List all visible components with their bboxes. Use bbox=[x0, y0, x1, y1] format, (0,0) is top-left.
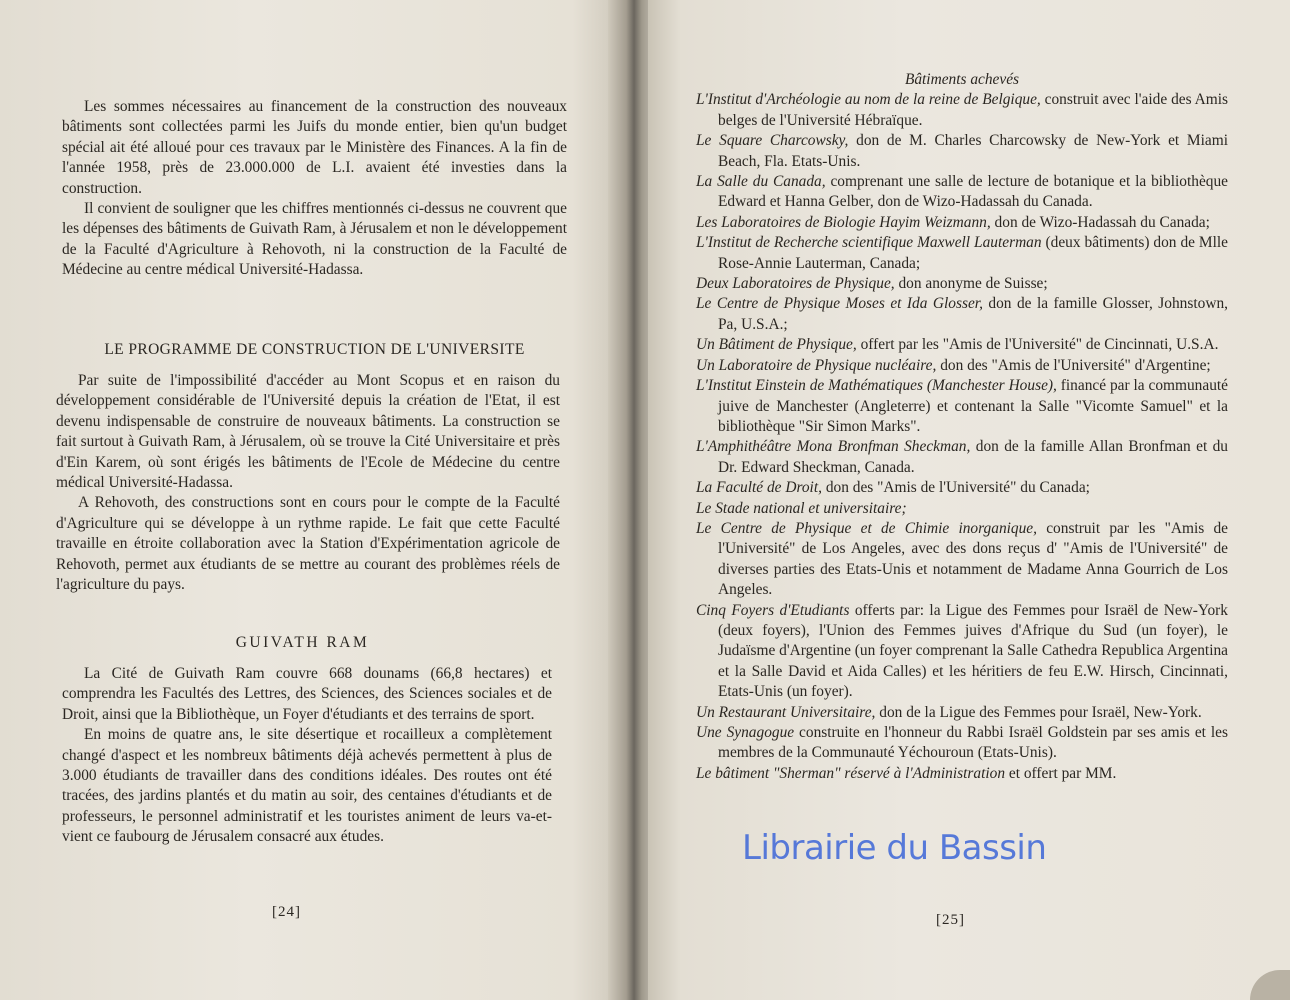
paragraph-rehovoth: A Rehovoth, des constructions sont en cours pour le compte de la Faculté d'Agriculture qui se développe à un rythme rapide. Le fait que cette Faculté travaille en étroite collaboration avec la Station d'Expérimentation agricole de Rehovoth, permet aux étudiants de se mettre au courant des problèmes réels de l'agriculture du pays. bbox=[56, 494, 560, 594]
building-title: Un Laboratoire de Physique nucléaire, bbox=[696, 356, 937, 374]
page-number-left: [24] bbox=[272, 904, 301, 920]
building-description: construit par les "Amis de l'Université" de Los Angeles, avec des dons reçus d' "Amis de l'Université" de diverses parties des Etats-Unis et notamment de Madame Anna Gourrich de Los Angeles. bbox=[718, 519, 1228, 599]
building-description: don de la famille Allan Bronfman et du Dr. Edward Sheckman, Canada. bbox=[718, 438, 1228, 476]
building-entry bbox=[696, 764, 1228, 784]
building-entry bbox=[696, 519, 1228, 601]
building-title: Le Centre de Physique Moses et Ida Glosser, bbox=[696, 295, 983, 313]
building-entry bbox=[696, 356, 1228, 376]
heading-construction-program: LE PROGRAMME DE CONSTRUCTION DE L'UNIVERSITE bbox=[104, 341, 525, 358]
building-entry bbox=[696, 131, 1228, 172]
building-description: don de M. Charles Charcowsky de New-York et Miami Beach, Fla. Etats-Unis. bbox=[718, 132, 1228, 170]
page-number-right: [25] bbox=[936, 912, 965, 928]
building-entry bbox=[696, 294, 1228, 335]
building-title: L'Amphithéâtre Mona Bronfman Sheckman, bbox=[696, 438, 971, 456]
building-description: don des "Amis de l'Université" du Canada; bbox=[821, 479, 1090, 497]
watermark-logo: Librairie du Bassin bbox=[742, 828, 1047, 868]
left-top-text bbox=[62, 97, 567, 281]
building-entry bbox=[696, 335, 1228, 355]
building-title: Cinq Foyers d'Etudiants bbox=[696, 601, 850, 619]
building-entry bbox=[696, 499, 1228, 519]
running-head: Bâtiments achevés bbox=[904, 71, 1020, 88]
paragraph-figures-note: Il convient de souligner que les chiffres mentionnés ci-dessus ne couvrent que les dépenses des bâtiments de Guivath Ram, à Jérusalem et non le développement de la Faculté d'Agriculture à Rehovoth, ni la construction de la Faculté de Médecine au centre médical Université-Hadassa. bbox=[62, 200, 567, 279]
paragraph-financing: Les sommes nécessaires au financement de la construction des nouveaux bâtiments sont collectées parmi les Juifs du monde entier, bien qu'un budget spécial ait été alloué pour ces travaux par le Ministère des Finances. A la fin de l'année 1958, près de 23.000.000 de L.I. avaient été investies dans la construction. bbox=[62, 98, 567, 197]
building-description: don de la Ligue des Femmes pour Israël, New-York. bbox=[875, 703, 1202, 721]
paragraph-mont-scopus: Par suite de l'impossibilité d'accéder au Mont Scopus et en raison du développement considérable de l'Université depuis la création de l'Etat, il est devenu indispensable de construire de nouveaux bâtiments. La construction se fait surtout à Guivath Ram, à Jérusalem, où se trouve la Cité Universitaire et près d'Ein Karem, où sont érigés les bâtiments de l'Ecole de Médecine du centre médical Université-Hadassa. bbox=[56, 372, 560, 492]
building-title: La Faculté de Droit, bbox=[696, 479, 822, 497]
building-description: (deux bâtiments) don de Mlle Rose-Annie Lauterman, Canada; bbox=[718, 234, 1228, 272]
building-title: L'Institut de Recherche scientifique Maxwell Lauterman bbox=[696, 234, 1042, 252]
paragraph-cite-guivath-ram: La Cité de Guivath Ram couvre 668 dounams (66,8 hectares) et comprendra les Facultés des Lettres, des Sciences, des Sciences sociales et de Droit, ainsi que la Bibliothèque, un Foyer d'étudiants et des terrains de sport. bbox=[62, 665, 552, 723]
building-title: Le bâtiment "Sherman" réservé à l'Administration bbox=[696, 764, 1006, 782]
building-description: et offert par MM. bbox=[1005, 764, 1117, 782]
right-text bbox=[696, 70, 1228, 784]
building-title: L'Institut d'Archéologie au nom de la reine de Belgique, bbox=[696, 91, 1041, 109]
building-entry bbox=[696, 723, 1228, 764]
building-description: comprenant une salle de lecture de botanique et la bibliothèque Edward et Hanna Gelber, don de Wizo-Hadassah du Canada. bbox=[718, 173, 1229, 211]
building-entry bbox=[696, 437, 1228, 478]
building-entry bbox=[696, 703, 1228, 723]
building-title: Le Square Charcowsky, bbox=[696, 132, 849, 150]
building-description: financé par la communauté juive de Manchester (Angleterre) et contenant la Salle "Vicomte Samuel" et la bibliothèque "Sir Simon Marks". bbox=[718, 377, 1228, 435]
building-entry bbox=[696, 172, 1228, 213]
building-title: Une Synagogue bbox=[696, 724, 795, 741]
building-entry bbox=[696, 90, 1228, 131]
page-corner bbox=[1250, 970, 1290, 1000]
paragraph-site-change: En moins de quatre ans, le site désertique et rocailleux a complètement changé d'aspect et les nombreux bâtiments déjà achevés permettent à plus de 3.000 étudiants de travailler dans des conditions idéales. Des routes ont été tracées, des jardins plantés et du matin au soir, des centaines d'étudiants et de professeurs, le personnel administratif et les touristes animent de leurs va-et-vient ce faubourg de Jérusalem consacré aux études. bbox=[62, 726, 552, 846]
building-title: L'Institut Einstein de Mathématiques (Manchester House), bbox=[696, 377, 1057, 395]
building-description: don anonyme de Suisse; bbox=[894, 275, 1048, 293]
building-description: offert par les "Amis de l'Université" de Cincinnati, U.S.A. bbox=[856, 336, 1219, 354]
building-title: Les Laboratoires de Biologie Hayim Weizmann, bbox=[696, 213, 991, 231]
building-entry bbox=[696, 233, 1228, 274]
heading-guivath-ram: GUIVATH RAM bbox=[235, 634, 370, 651]
building-description: construite en l'honneur du Rabbi Israël Goldstein par ses amis et les membres de la Communauté Yéchouroun (Etats-Unis). bbox=[718, 724, 1228, 762]
building-description: don de la famille Glosser, Johnstown, Pa, U.S.A.; bbox=[718, 295, 1228, 333]
building-description: don des "Amis de l'Université" d'Argentine; bbox=[936, 356, 1211, 374]
left-page bbox=[0, 0, 622, 1000]
building-title: Un Restaurant Universitaire, bbox=[696, 703, 876, 721]
left-bottom-text bbox=[62, 664, 552, 848]
building-title: Deux Laboratoires de Physique, bbox=[696, 275, 895, 293]
building-entry bbox=[696, 274, 1228, 294]
building-title: Le Centre de Physique et de Chimie inorganique, bbox=[696, 519, 1037, 537]
building-title: La Salle du Canada, bbox=[696, 173, 826, 191]
building-entry bbox=[696, 213, 1228, 233]
building-list bbox=[696, 90, 1228, 784]
building-title: Un Bâtiment de Physique, bbox=[696, 336, 857, 354]
building-entry bbox=[696, 601, 1228, 703]
building-description: offerts par: la Ligue des Femmes pour Israël de New-York (deux foyers), l'Union des Femmes juives d'Afrique du Sud (un foyer), le Judaïsme d'Argentine (un foyer comprenant la Salle Cathedra Republica Argentina et la Salle David et Aida Calles) et les héritiers de feu E.W. Hirsch, Cincinnati, Etats-Unis (un foyer). bbox=[718, 601, 1228, 701]
building-title: Le Stade national et universitaire; bbox=[696, 499, 907, 517]
building-entry bbox=[696, 478, 1228, 498]
building-description: don de Wizo-Hadassah du Canada; bbox=[990, 213, 1210, 231]
left-mid-text bbox=[56, 371, 560, 595]
building-description: construit avec l'aide des Amis belges de l'Université Hébraïque. bbox=[718, 91, 1228, 129]
building-entry bbox=[696, 376, 1228, 437]
